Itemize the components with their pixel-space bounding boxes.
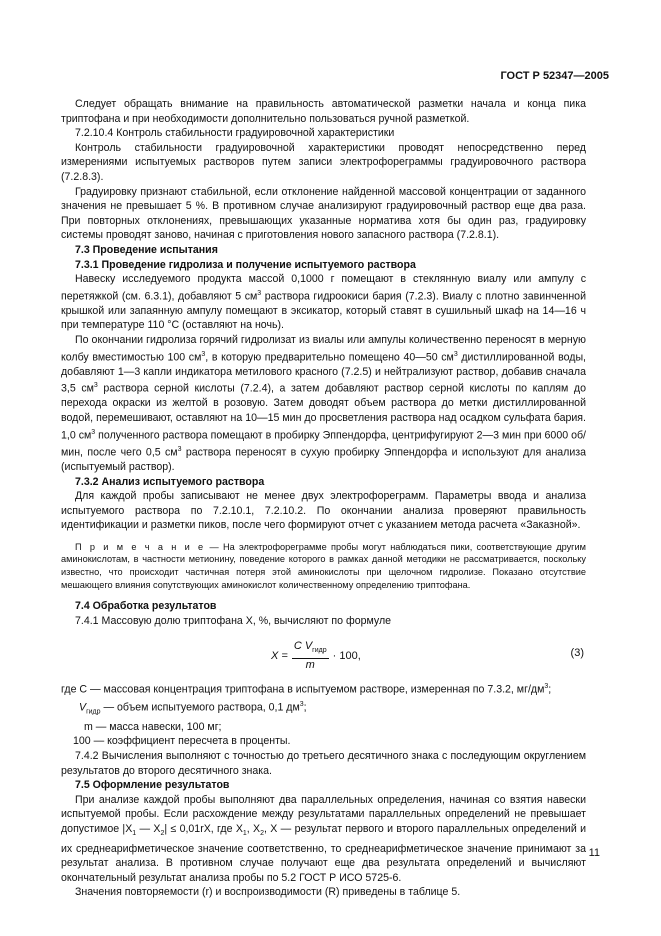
section-heading-7-3-2: 7.3.2 Анализ испытуемого раствора	[75, 475, 265, 488]
section-heading-7-4: 7.4 Обработка результатов	[75, 600, 217, 613]
formula-fraction	[292, 640, 329, 671]
note: П р и м е ч а н и е — На электрофореграмме пробы могут наблюдаться пики, соответствующие другим аминокислотам, в частности метионину, поведение которого в рамках данной методики не рассматривается, поскольку известно, что происходит частичная потеря этой аминокислоты при щелочном гидролизе. Показано отсутствие мешающего влияния сопутствующих аминокислот количественному определению триптофана.	[61, 541, 586, 590]
paragraph: Для каждой пробы записывают не менее двух электрофореграмм. Параметры ввода и анализа испытуемого раствора по 7.2.10.1, 7.2.10.2. По окончании анализа проверяют правильность идентификации и разметки пиков, после чего формируют отчет с указанием метода расчета «Заказной».	[61, 490, 586, 532]
legend-line: 100 — коэффициент пересчета в проценты.	[73, 735, 291, 748]
section-heading-7-3: 7.3 Проведение испытания	[75, 243, 218, 256]
paragraph: При анализе каждой пробы выполняют два параллельных определения, начиная со взятия навески испытуемой пробы. Если расхождение между результатами параллельных определений не превышает допустимое $|X_1$ — $X_2| \le 0,01rX$, где $X_1$, $X_2$, X — результат первого и второго параллельных определений и их среднеарифметическое значение соответственно, то среднеарифметическое значение принимают за результат анализа. В противном случае получают еще два результата определений и вычисляют окончательный результат анализа пробы по 5.2 ГОСТ Р ИСО 5725-6.	[61, 793, 586, 884]
formula-rhs: · 100,	[332, 649, 361, 662]
paragraph: Навеску исследуемого продукта массой 0,1000 г помещают в стеклянную виалу или ампулу с перетяжкой (см. 6.3.1), добавляют 5 $см^3$ раствора гидроокиси бария (7.2.3). Виалу с плотно завинченной крышкой или запаянную ампулу помещают в эксикатор, который ставят в сушильный шкаф на 14—16 ч при температуре 110 °С (оставляют на ночь).	[61, 273, 586, 332]
subsection-title: 7.2.10.4 Контроль стабильности градуировочной характеристики	[75, 127, 395, 140]
legend-line: где C — массовая концентрация триптофана в испытуемом растворе, измеренная по 7.3.2, $мг/дм^3$;	[61, 683, 552, 696]
section-heading-7-3-1: 7.3.1 Проведение гидролиза и получение испытуемого раствора	[75, 258, 416, 271]
page-number: 11	[588, 847, 600, 859]
paragraph: Контроль стабильности градуировочной характеристики проводят непосредственно перед измерениями испытуемых растворов путем записи электрофореграммы градуировочного раствора (7.2.8.3).	[61, 141, 586, 183]
note-label: П р и м е ч а н и е	[75, 541, 206, 552]
paragraph: 7.4.2 Вычисления выполняют с точностью до третьего десятичного знака с последующим округлением результатов до второго десятичного знака.	[61, 749, 586, 777]
formula-3	[61, 636, 586, 676]
document-header: ГОСТ Р 52347—2005	[500, 70, 609, 82]
formula-numerator: C $V_{гидр}$	[292, 640, 329, 658]
equation-number: (3)	[570, 647, 584, 660]
paragraph: Градуировку признают стабильной, если отклонение найденной массовой концентрации от заданного значения не превышает 5 %. В противном случае анализируют градуировочный раствор еще два раза. При повторных отклонениях, превышающих указанные норматива хотя бы один раз, градуировку системы проводят заново, начиная с приготовления нового запасного раствора (7.2.8.1).	[61, 185, 586, 242]
section-heading-7-5: 7.5 Оформление результатов	[75, 779, 230, 792]
formula-denominator: m	[305, 658, 315, 671]
paragraph: Следует обращать внимание на правильность автоматической разметки начала и конца пика триптофана и при необходимости дополнительно пользоваться ручной разметкой.	[61, 98, 586, 125]
paragraph: 7.4.1 Массовую долю триптофана X, %, вычисляют по формуле	[75, 614, 392, 627]
legend-line: $V_{гидр}$ — объем испытуемого раствора, 0,1 $дм^3$;	[79, 700, 307, 716]
legend-line: m — масса навески, 100 мг;	[84, 720, 222, 733]
document-body	[61, 97, 586, 900]
paragraph: Значения повторяемости (r) и воспроизводимости (R) приведены в таблице 5.	[75, 886, 461, 899]
formula-lhs: X =	[271, 649, 288, 662]
paragraph: По окончании гидролиза горячий гидролизат из виалы или ампулы количественно переносят в мерную колбу вместимостью 100 $см^3$, в которую предварительно помещено 40—50 $см^3$ дистиллированной воды, добавляют 1—3 капли индикатора метилового красного (7.2.5) и нейтрализуют раствор, добавив сначала 3,5 $см^3$ раствора серной кислоты (7.2.4), а затем добавляют раствор серной кислоты по каплям до перехода окраски из желтой в розовую. Затем доводят объем раствора до метки дистиллированной водой, перемешивают, оставляют на 10—15 мин до просветления раствора над осадком сульфата бария. 1,0 $см^3$ полученного раствора помещают в пробирку Эппендорфа, центрифугируют 2—3 мин при 6000 об/мин, после чего 0,5 $см^3$ раствора переносят в сухую пробирку Эппендорфа и используют для анализа (испытуемый раствор).	[61, 334, 587, 473]
formula	[271, 640, 361, 671]
